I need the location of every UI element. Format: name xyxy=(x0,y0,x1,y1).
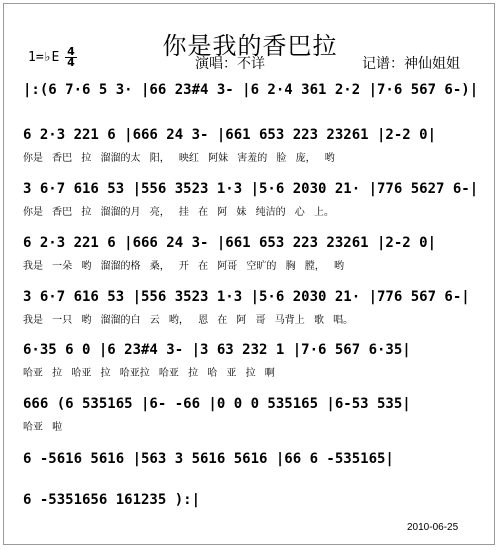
date-stamp: 2010-06-25 xyxy=(407,522,459,533)
notation-line-9: 6 -5351656 161235 ):| xyxy=(23,492,201,508)
singer-credit: 演唱：不详 xyxy=(195,56,265,72)
lyrics-line-5: 我是 一只 哟 溜溜的白 云 哟， 恩 在 阿 哥 马背上 歌 唱。 xyxy=(23,315,354,326)
notation-line-4: 6 2·3 221 6 |666 24 3- |661 653 223 23261 |2-2 0| xyxy=(23,235,437,251)
lyrics-line-7: 哈亚 啦 xyxy=(23,422,63,433)
lyrics-line-3: 你是 香巴 拉 溜溜的月 亮， 挂 在 阿 妹 纯洁的 心 上。 xyxy=(23,207,334,218)
meter-top: 4 xyxy=(65,47,77,58)
notation-line-5: 3 6·7 616 53 |556 3523 1·3 |5·6 2030 21· |776 567 6-| xyxy=(23,289,470,305)
lyrics-line-4: 我是 一朵 哟 溜溜的格 桑， 开 在 阿哥 空旷的 胸 膛， 哟 xyxy=(23,261,344,272)
notation-line-7: 666 (6 535165 |6- -66 |0 0 0 535165 |6-53 535| xyxy=(23,396,411,412)
notation-line-6: 6·35 6 0 |6 23#4 3- |3 63 232 1 |7·6 567 6·35| xyxy=(23,342,411,358)
notation-line-8: 6 -5616 5616 |563 3 5616 5616 |66 6 -535165| xyxy=(23,451,394,467)
time-signature xyxy=(65,47,77,68)
key-signature: 1=♭E xyxy=(28,50,60,65)
notation-line-3: 3 6·7 616 53 |556 3523 1·3 |5·6 2030 21· |776 5627 6-| xyxy=(23,181,479,197)
song-title: 你是我的香巴拉 xyxy=(162,32,338,60)
notation-line-2: 6 2·3 221 6 |666 24 3- |661 653 223 23261 |2-2 0| xyxy=(23,127,437,143)
notator-credit: 记谱：神仙姐姐 xyxy=(362,56,460,72)
notation-line-1: |:(6 7·6 5 3· |66 23#4 3- |6 2·4 361 2·2 |7·6 567 6-)| xyxy=(23,82,479,98)
lyrics-line-2: 你是 香巴 拉 溜溜的太 阳， 映红 阿妹 害羞的 脸 庞， 哟 xyxy=(23,153,335,164)
lyrics-line-6: 哈亚 拉 哈亚 拉 哈亚拉 哈亚 拉 哈 亚 拉 啊 xyxy=(23,368,275,379)
meter-bottom: 4 xyxy=(67,56,75,69)
